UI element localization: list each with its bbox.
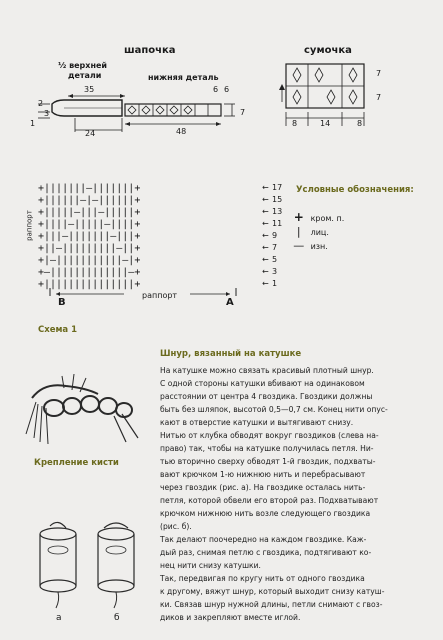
article-line: (рис. б).	[160, 522, 192, 531]
chart-row: +||||—|||||—||||+	[38, 219, 141, 230]
chart-row-number: 9	[272, 231, 278, 240]
chart-row: +||||||—|—||||||+	[38, 195, 141, 206]
spool-illustrations	[30, 520, 150, 612]
legend-text: изн.	[310, 242, 328, 251]
legend-symbol: |	[296, 225, 301, 238]
article-line: через гвоздик (рис. а). На гвоздике осталась нить-	[160, 483, 366, 492]
dim-2: 2	[38, 99, 44, 108]
chart-row-number: 3	[272, 267, 278, 276]
chart-row: +|||—|||||||—|||+	[38, 231, 141, 242]
tassel-caption: Крепление кисти	[34, 458, 119, 468]
row-arrow-icon: ←	[262, 219, 269, 228]
legend-text: лиц.	[310, 228, 329, 237]
article-line: быть без шляпок, высотой 0,5—0,7 см. Конец нити опус-	[160, 405, 388, 414]
hat-diagram	[30, 82, 265, 142]
legend-symbol: —	[293, 239, 305, 252]
figure-b-label: б	[114, 613, 120, 623]
legend-list	[292, 206, 345, 252]
article-line: нец нити снизу катушки.	[160, 561, 261, 570]
dim-3: 3	[44, 109, 50, 118]
chart-row: +|—|||||||||||—|+	[38, 255, 141, 266]
article-line: На катушке можно связать красивый плотный шнур.	[160, 366, 374, 375]
row-arrow-icon: ←	[262, 183, 269, 192]
legend-item	[292, 234, 344, 252]
bag-dim-8a: 8	[292, 119, 298, 128]
article-line: крючком нижнюю нить возле следующего гвоздика	[160, 509, 371, 518]
dim-6a: 6	[213, 85, 219, 94]
chart-row-number: 1	[272, 279, 278, 288]
chart-rapport-vertical: раппорт	[25, 210, 34, 241]
chart-row: +|||||||—|||||||+	[38, 183, 141, 194]
bag-dim-7a: 7	[376, 69, 382, 78]
legend-item	[292, 206, 345, 224]
chart-row: +|||||||||||||||+	[38, 279, 141, 290]
article-line: расстоянии от центра 4 гвоздика. Гвоздики должны	[160, 392, 373, 401]
tassel-illustration	[14, 364, 146, 456]
article-line: к другому, вяжут шнур, который выходит снизу катуш-	[160, 587, 385, 596]
half-top-label-line2: детали	[68, 71, 102, 80]
dim-24: 24	[85, 129, 96, 138]
bag-dim-8b: 8	[357, 119, 363, 128]
chart-row-number: 15	[272, 195, 283, 204]
article-body	[160, 364, 435, 624]
article-line: Так, передвигая по кругу нить от одного гвоздика	[160, 574, 365, 583]
chart-row: +|||||—|||—|||||+	[38, 207, 141, 218]
legend-symbol: +	[293, 210, 304, 224]
article-line: С одной стороны катушки вбивают на одинаковом	[160, 379, 365, 388]
article-line: петля, которой обвели его второй раз. Подхватывают	[160, 496, 379, 505]
scheme-title: Схема 1	[38, 325, 78, 335]
figure-a-label: а	[56, 613, 62, 623]
row-arrow-icon: ←	[262, 279, 269, 288]
article-line: ки. Связав шнур нужной длины, петли снимают с гвоз-	[160, 600, 383, 609]
article-line: вают крючком 1-ю нижнюю нить и перебрасывают	[160, 470, 366, 479]
chart-row-number: 13	[272, 207, 283, 216]
chart-rapport-vertical-wrap	[24, 184, 36, 274]
row-arrow-icon: ←	[262, 195, 269, 204]
chart-row-number: 7	[272, 243, 278, 252]
dim-48: 48	[176, 127, 187, 136]
hat-title: шапочка	[124, 45, 176, 56]
bag-title: сумочка	[304, 45, 352, 56]
article-line: Нитью от клубка обводят вокруг гвоздиков (слева на-	[160, 431, 379, 440]
dim-6b: 6	[224, 85, 230, 94]
row-arrow-icon: ←	[262, 255, 269, 264]
chart-row: +—|||||||||||||—+	[38, 267, 141, 278]
article-line: Так делают поочередно на каждом гвоздике. Каж-	[160, 535, 367, 544]
row-arrow-icon: ←	[262, 231, 269, 240]
chart-rapport-bottom: раппорт	[142, 291, 178, 300]
chart-row-number: 17	[272, 183, 283, 192]
lower-part-label: нижняя деталь	[148, 73, 219, 82]
article-line: дый раз, снимая петлю с гвоздика, подтягивают ко-	[160, 548, 372, 557]
article-line: тью вторично сверху обводят 1-й гвоздик, подхваты-	[160, 457, 376, 466]
chart-label-b: B	[58, 297, 66, 308]
article-line: диков и закрепляют вместе иглой.	[160, 613, 301, 622]
row-arrow-icon: ←	[262, 267, 269, 276]
legend-text: кром. п.	[310, 214, 345, 223]
half-top-label-line1: ½ верхней	[58, 61, 107, 70]
dim-7-lower: 7	[240, 108, 246, 117]
dim-35: 35	[84, 85, 95, 94]
article-line: кают в отверстие катушки и вытягивают снизу.	[160, 418, 354, 427]
chart-label-a: A	[226, 297, 234, 308]
row-arrow-icon: ←	[262, 207, 269, 216]
article-heading: Шнур, вязанный на катушке	[160, 349, 302, 359]
bag-dim-7b: 7	[376, 93, 382, 102]
bag-dim-14: 14	[320, 119, 331, 128]
legend-title: Условные обозначения:	[296, 185, 414, 195]
chart-row: +||—|||||||||—||+	[38, 243, 141, 254]
row-arrow-icon: ←	[262, 243, 269, 252]
article-line: право) так, чтобы на катушке получилась петля. Ни-	[160, 444, 374, 453]
chart-row-number: 11	[272, 219, 283, 228]
chart-row-number: 5	[272, 255, 278, 264]
dim-1: 1	[30, 119, 36, 128]
